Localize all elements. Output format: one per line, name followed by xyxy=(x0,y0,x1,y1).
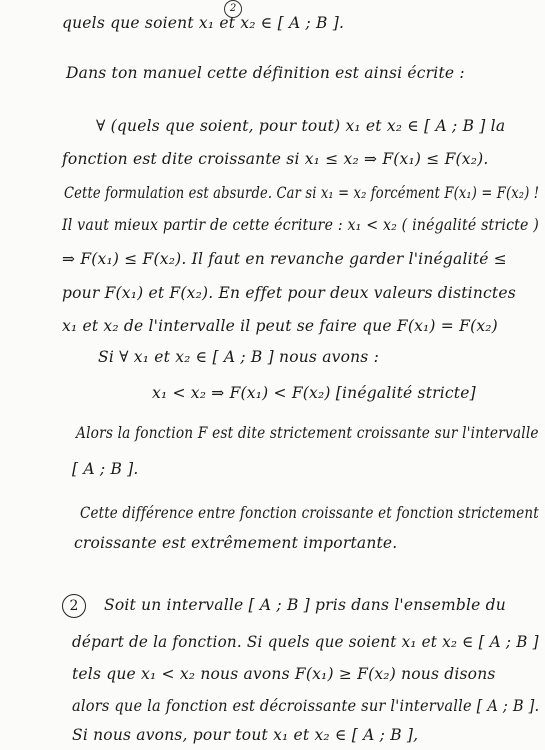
text-line-10: Si ∀ x₁ et x₂ ∈ [ A ; B ] nous avons : xyxy=(98,348,380,366)
text-line-3: ∀ (quels que soient, pour tout) x₁ et x₂ ∈ [ A ; B ] la xyxy=(96,117,506,135)
text-line-12: Alors la fonction F est dite strictement croissante sur l'intervalle xyxy=(76,424,539,442)
text-line-5: Cette formulation est absurde. Car si x₁ = x₂ forcément F(x₁) = F(x₂) ! xyxy=(64,184,540,202)
section-line-1 xyxy=(62,594,506,618)
text-line-4: fonction est dite croissante si x₁ ≤ x₂ ⇒ F(x₁) ≤ F(x₂). xyxy=(62,150,489,168)
text-line-20: Si nous avons, pour tout x₁ et x₂ ∈ [ A ; B ], xyxy=(72,726,419,744)
page-number: 2 xyxy=(224,0,242,18)
text-line-6: Il vaut mieux partir de cette écriture : x₁ < x₂ ( inégalité stricte ) xyxy=(62,216,540,234)
text-line-7: ⇒ F(x₁) ≤ F(x₂). Il faut en revanche garder l'inégalité ≤ xyxy=(62,250,507,268)
text-line-18: tels que x₁ < x₂ nous avons F(x₁) ≥ F(x₂) nous disons xyxy=(72,665,496,683)
section-text: Soit un intervalle [ A ; B ] pris dans l'ensemble du xyxy=(104,596,506,614)
text-line-14: Cette différence entre fonction croissante et fonction strictement xyxy=(80,504,539,522)
text-line-2: Dans ton manuel cette définition est ainsi écrite : xyxy=(66,64,465,82)
text-line-1: quels que soient x₁ et x₂ ∈ [ A ; B ]. xyxy=(62,14,345,32)
text-line-19: alors que la fonction est décroissante sur l'intervalle [ A ; B ]. xyxy=(72,697,540,715)
section-number-marker: 2 xyxy=(62,594,86,618)
text-line-13: [ A ; B ]. xyxy=(72,460,139,478)
text-line-8: pour F(x₁) et F(x₂). En effet pour deux valeurs distinctes xyxy=(62,284,516,302)
text-line-17: départ de la fonction. Si quels que soient x₁ et x₂ ∈ [ A ; B ] xyxy=(72,633,539,651)
text-line-15: croissante est extrêmement importante. xyxy=(74,534,398,552)
text-line-11: x₁ < x₂ ⇒ F(x₁) < F(x₂) [inégalité stricte] xyxy=(152,384,476,402)
text-line-9: x₁ et x₂ de l'intervalle il peut se faire que F(x₁) = F(x₂) xyxy=(62,317,498,335)
